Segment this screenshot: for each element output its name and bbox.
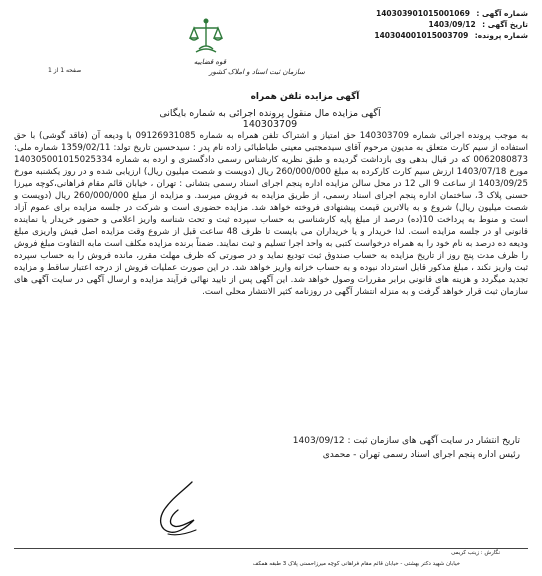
notice-body: به موجب پرونده اجرائی شماره 140303709 حق امتیاز و اشتراک تلفن همراه به شماره 09126931085 با ودیعه آن (فاقد گوشی) با حق استفاده از سیم کارت متعلق به مدیون مرحوم آقای سیدمجتبی معینی طباطبائی زاده نام پدر : سیدحسین تاریخ تولد: 1359/02/11 شماره ملی: 0062080873 که در قبال بدهی وی بازداشت گردیده و طبق نظریه کارشناس رسمی دادگستری و ارده به شماره 140305001015025334 مورخ 1403/07/18 ارزش سیم کارت کارکرده به مبلغ 260/000/000 ریال (دویست و شصت میلیون ریال) ارزیابی شده و در روز یکشنبه مورخ 1403/09/25 از ساعت 9 الی 12 در محل سالن مزایده اداره پنجم اجرای اسناد رسمی بتشانی : تهران ، خیابان قائم مقام فراهانی،کوچه میرزا حسنی پلاک 3، ساختمان اداره پنجم اجرای اسناد رسمی، از طریق مزایده به فروش میرسد. و مزایده از مبلغ 260/000/000 ریال (دویست و شصت میلیون ریال) شروع و به بالاترین قیمت پیشنهادی فروخته خواهد شد. مزایده حضوری است و شرکت در جلسه مزایده برای عموم آزاد است و منوط به پرداخت 10(ده) درصد از مبلغ پایه کارشناسی به حساب سپرده ثبت و تحت شناسه واریز اعلامی و حضور خریدار یا نماینده قانونی او در جلسه مزایده است. لذا خریدار و یا خریداران می بایست تا ظرف 48 ساعت قبل از شروع وقت مزایده اصل فیش واریزی مبلغ ودیعه ده درصد به نام خود را به همراه درخواست کتبی به واحد اجرا تسلیم و ثبت نمایند. ضمناً برنده مزایده مکلف است مابه التفاوت مبلغ فروش را ظرف مدت پنج روز از تاریخ مزایده به حساب صندوق ثبت تودیع نماید و در صورتی که ظرف مهلت مقرر، مانده فروش را به حساب سپرده ثبت واریز نکند ، مبلغ مذکور قابل استرداد نبوده و به حساب خزانه واریز خواهد شد. در این صورت عملیات فروش از درجه اعتبار ساقط و مزایده تجدید میگردد و هزینه های قانونی برابر مقررات وصول خواهد شد. این آگهی پس از تایید نهائی فرآیند مزایده و ارسال آگهی در سایت آگهی های سازمان ثبت قرار خواهد گرفت و به منزله انتشار آگهی در روزنامه کثیر الانتشار محلی است.	[14, 131, 529, 297]
ad-date-label: تاریخ آگهی :	[482, 20, 528, 29]
ad-number-row	[328, 8, 528, 19]
office-address: خیابان شهید دکتر بهشتی - خیابان قائم مقام فراهانی کوچه میرزاحسنی پلاک 3 طبقه همکف	[252, 561, 460, 567]
agency-name: سازمان ثبت اسناد و املاک کشور	[209, 68, 305, 76]
judiciary-emblem-icon	[186, 16, 226, 56]
judiciary-name: قوه قضاییه	[193, 58, 227, 66]
writer-line: نگارش : زینب کریمی	[451, 550, 500, 556]
notice-title: آگهی مزایده تلفن همراه	[250, 92, 360, 102]
signature-icon	[148, 476, 206, 542]
notice-subtitle: آگهی مزایده مال منقول پرونده اجرائی به شماره بایگانی 140303709	[159, 108, 381, 130]
publish-date: تاریخ انتشار در سایت آگهی های سازمان ثبت : 1403/09/12	[292, 436, 520, 446]
page-indicator: صفحه 1 از 1	[48, 67, 82, 74]
case-number-label: شماره پرونده:	[474, 31, 528, 40]
footer-divider	[14, 548, 528, 549]
case-number-row	[328, 30, 528, 41]
signatory-unit: رئیس اداره پنجم اجرای اسناد رسمی تهران - محمدی	[322, 450, 520, 460]
ad-date-row	[328, 19, 528, 30]
ad-metadata	[328, 8, 528, 41]
ad-number-label: شماره آگهی :	[476, 9, 528, 18]
case-number: 140304001015003709	[374, 31, 469, 40]
ad-number: 140303901015001069	[376, 9, 470, 18]
ad-date: 1403/09/12	[428, 20, 476, 29]
